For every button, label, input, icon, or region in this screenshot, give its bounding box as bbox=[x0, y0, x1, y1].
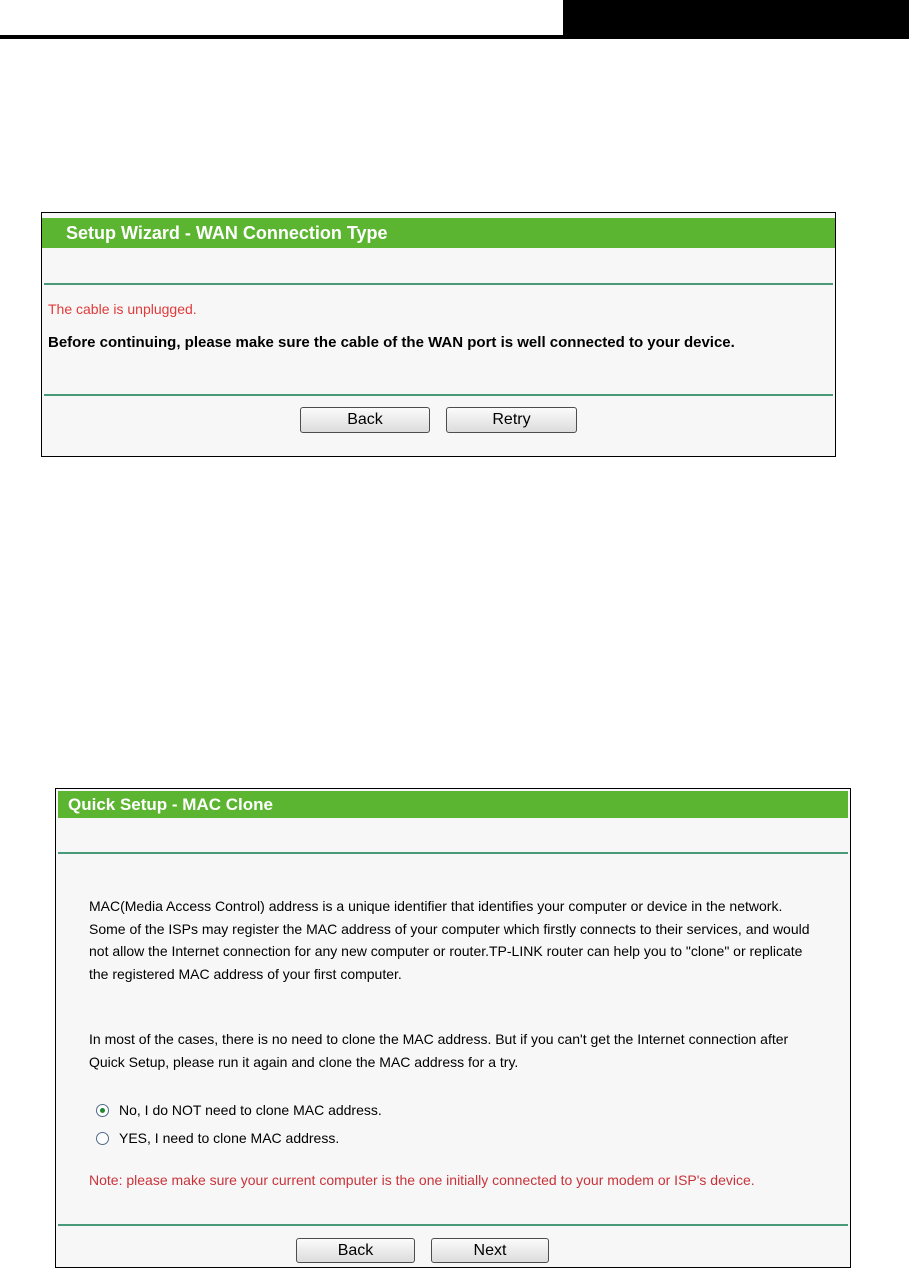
option-yes-clone-label: YES, I need to clone MAC address. bbox=[119, 1130, 340, 1146]
next-button[interactable]: Next bbox=[431, 1238, 549, 1263]
advice-line: In most of the cases, there is no need to clone the MAC address. But if you can't get the Internet connection after bbox=[89, 1031, 789, 1047]
description-line: Some of the ISPs may register the MAC address of your computer which firstly connects to their services, and would bbox=[89, 920, 810, 937]
option-no-clone-label: No, I do NOT need to clone MAC address. bbox=[119, 1102, 382, 1118]
radio-no-clone[interactable] bbox=[96, 1104, 109, 1117]
mac-advice bbox=[89, 1028, 788, 1073]
description-line: not allow the Internet connection for any new computer or router.TP-LINK router can help you to "clone" or replicate bbox=[89, 943, 803, 959]
option-yes-clone[interactable] bbox=[96, 1130, 339, 1146]
back-button[interactable]: Back bbox=[300, 407, 430, 433]
description-line: the registered MAC address of your first computer. bbox=[89, 965, 402, 982]
cable-unplugged-message: The cable is unplugged. bbox=[48, 301, 197, 317]
mac-clone-panel bbox=[55, 788, 851, 1268]
wan-connection-panel bbox=[41, 212, 836, 457]
wan-panel-title: Setup Wizard - WAN Connection Type bbox=[42, 218, 835, 248]
advice-line: Quick Setup, please run it again and clone the MAC address for a try. bbox=[89, 1053, 519, 1070]
mac-note: Note: please make sure your current computer is the one initially connected to your modem or ISP's device. bbox=[89, 1172, 755, 1188]
mac-description bbox=[89, 895, 810, 985]
option-no-clone[interactable] bbox=[96, 1102, 382, 1118]
radio-yes-clone[interactable] bbox=[96, 1132, 109, 1145]
wan-instruction-text: Before continuing, please make sure the cable of the WAN port is well connected to your device. bbox=[48, 334, 735, 351]
mac-top-divider bbox=[58, 852, 848, 854]
mac-panel-title: Quick Setup - MAC Clone bbox=[58, 791, 848, 818]
retry-button[interactable]: Retry bbox=[446, 407, 577, 433]
header-black-block bbox=[563, 0, 909, 39]
mac-bottom-divider bbox=[58, 1224, 848, 1226]
wan-bottom-divider bbox=[44, 394, 833, 396]
back-button[interactable]: Back bbox=[296, 1238, 415, 1263]
description-line: MAC(Media Access Control) address is a unique identifier that identifies your computer or device in the network. bbox=[89, 898, 783, 914]
wan-top-divider bbox=[44, 283, 833, 285]
